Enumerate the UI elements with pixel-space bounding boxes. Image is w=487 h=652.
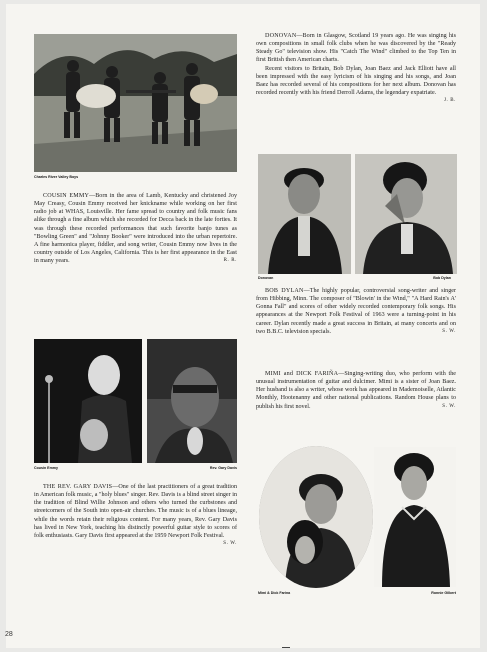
article-donovan [256,32,456,105]
article-body: —The highly popular, controversial song-writer and singer from Hibbing, Minn. The composer of "Blowin' in the Wind," "A Hard Rain's A' Gonna Fall" and scores of other widely recorded contemporary folk songs. His appearances at the Newport Folk Festival of 1963 were a turning-point in his career. Dylan recently made a great success in Britain, at many concerts and on two B.B.C. television specials. [256,288,456,335]
article-body-continued: Recent visitors to Britain, Bob Dylan, Joan Baez and Jack Elliott have all been impressed with the easy lyricism of his singing and his songs, and Joan Baez has recorded several of his compositions for her next album. Donovan has recorded recently with his friend Derroll Adams, the legendary expatriate. [256,65,456,97]
article-heading: BOB DYLAN [265,288,304,294]
author-initials: S. W. [442,403,456,409]
page-number: 28 [5,631,13,638]
ronnie-gilbert-photo [374,447,456,587]
article-body: —Singing-writing duo, who perform with the unusual instrumentation of guitar and dulcimer. Mimi is a sister of Joan Baez. Her husband is also a writer, whose work has appeared in Mademoiselle, Atlantic Monthly, Hootenanny and other national publications. Random House plans to publish his first novel. [256,371,456,410]
caption-bob-dylan: Bob Dylan [433,276,451,280]
cousin-emmy-photo [34,339,142,463]
caption-ronnie-gilbert: Ronnie Gilbert [431,591,456,595]
article-body: —Born in Glasgow, Scotland 19 years ago. He was singing his own compositions in small folk clubs when he was discovered by the "Ready Steady Go" television show. His "Catch The Wind" climbed to the Top Ten in first British then American charts. [256,33,456,64]
article-heading: COUSIN EMMY [43,193,90,199]
magazine-page [6,4,480,648]
caption-cousin-emmy: Cousin Emmy [34,466,58,470]
donovan-photo [258,154,351,274]
caption-charles-river-valley-boys: Charles River Valley Boys [34,175,79,179]
page-mark [282,647,290,648]
author-initials: R. R. [223,258,237,264]
author-initials: S. W. [442,328,456,334]
author-initials: J. B. [443,98,456,104]
article-gary-davis [34,483,237,548]
gary-davis-photo [147,339,237,463]
article-bob-dylan [256,287,456,336]
article-cousin-emmy [34,192,237,265]
charles-river-valley-boys-photo [34,34,237,172]
article-heading: MIMI and DICK FARIÑA [265,371,339,377]
article-heading: DONOVAN [265,33,297,39]
article-heading: THE REV. GARY DAVIS [43,484,113,490]
caption-mimi-dick-farina: Mimi & Dick Farina [258,591,291,595]
caption-donovan: Donovan [258,276,274,280]
article-body: —One of the last practitioners of a great tradition in American folk music, a "holy blues" singer. Rev. Davis is a blind street singer in the tradition of Blind Willie Johnson and others who turned the curbstones and streetcorners of the South into open-air churches. The music is of a blues lineage, while the words retain their religious content. For many years, Rev. Gary Davis has lived in New York, teaching his distinctly powerful guitar style to scores of folk enthusiasts. Gary Davis first appeared at the 1959 Newport Folk Festival. [34,484,237,539]
caption-gary-davis: Rev. Gary Davis [209,466,237,470]
author-initials: S. W. [223,541,237,547]
article-mimi-dick-farina [256,370,456,411]
mimi-dick-farina-photo [259,446,373,588]
bob-dylan-photo [355,154,457,274]
article-body: —Born in the area of Lamb, Kentucky and christened Joy May Creasy, Cousin Emmy received her knickname while working on her first radio job at WHAS, Louisville. Her fame spread to country and folk music fans alike through a fine album which she recorded for Decca back in the late forties. It was through these recorded performances that such favorite banjo tunes as "Bowling Green" and "Johnny Booker" were introduced into the urban repertoire. A fine harmonica player, fiddler, and song writer, Cousin Emmy now lives in the country outside of Los Angeles, California. This is her first appearance in the East in many years. [34,193,237,265]
